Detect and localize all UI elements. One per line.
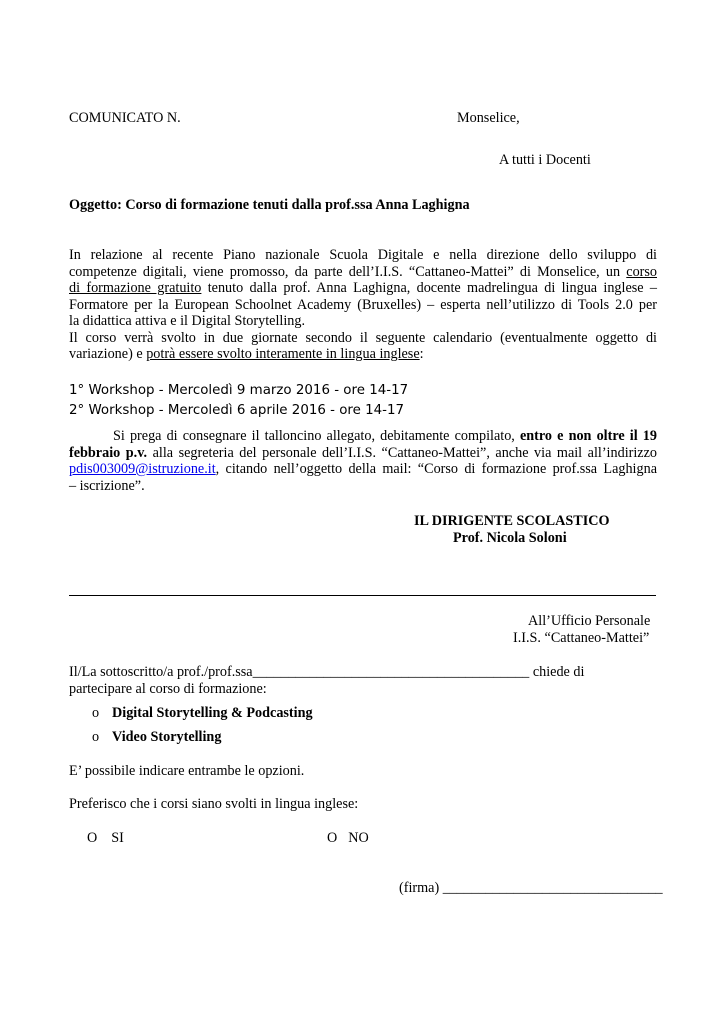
form-intro-line — [69, 664, 584, 681]
firma-label: (firma) — [399, 880, 440, 896]
option-digital-storytelling-label: Digital Storytelling & Podcasting — [112, 705, 313, 721]
form-recipient-1: All’Ufficio Personale — [528, 613, 651, 629]
choice-no-label: NO — [348, 830, 369, 846]
choice-yes-label: SI — [111, 830, 124, 846]
firma-input[interactable]: _______________________________ — [442, 880, 663, 896]
option-checkbox-icon[interactable]: o — [92, 729, 100, 745]
request-line-2-text: alla segreteria del personale dell’I.I.S. “Cattaneo-Mattei”, anche via mail all’indirizzo — [147, 444, 657, 461]
body-line-5: la didattica attiva e il Digital Storytelling. — [69, 313, 306, 329]
separator-line — [69, 595, 656, 596]
choice-yes[interactable] — [87, 830, 124, 847]
form-intro-line-2: partecipare al corso di formazione: — [69, 681, 267, 697]
teacher-name-field[interactable]: _______________________________________ — [252, 664, 530, 680]
option-digital-storytelling[interactable] — [92, 705, 313, 722]
signature-field-line — [399, 880, 663, 897]
body-line-7-colon: : — [419, 346, 424, 362]
body-line-2-text: competenze digitali, viene promosso, da parte dell’I.I.S. “Cattaneo-Mattei” di Monselice, un — [69, 263, 627, 280]
request-line-3 — [69, 461, 657, 478]
subject-line: Oggetto: Corso di formazione tenuti dalla prof.ssa Anna Laghigna — [69, 197, 470, 213]
body-line-7 — [69, 346, 657, 363]
choice-yes-circle-icon[interactable]: O — [87, 830, 98, 846]
form-intro-text-end: chiede di — [529, 664, 585, 680]
workshop-2: 2° Workshop - Mercoledì 6 aprile 2016 - ore 14-17 — [69, 403, 405, 418]
form-note: E’ possibile indicare entrambe le opzioni. — [69, 763, 305, 779]
form-recipient-2: I.I.S. “Cattaneo-Mattei” — [513, 630, 650, 646]
body-line-2 — [69, 264, 657, 281]
comunicato-label: COMUNICATO N. — [69, 110, 181, 126]
request-line-1 — [69, 428, 657, 445]
email-link[interactable]: pdis003009@istruzione.it — [69, 461, 216, 477]
body-line-3-text: tenuto dalla prof. Anna Laghigna, docente madrelingua di lingua inglese – — [201, 280, 657, 296]
workshop-1: 1° Workshop - Mercoledì 9 marzo 2016 - ore 14-17 — [69, 383, 409, 398]
recipients-label: A tutti i Docenti — [499, 152, 591, 168]
english-option-underlined: potrà essere svolto interamente in lingua inglese — [146, 346, 420, 362]
request-line-4: – iscrizione”. — [69, 477, 145, 494]
option-checkbox-icon[interactable]: o — [92, 705, 100, 721]
body-line-4: Formatore per la European Schoolnet Academy (Bruxelles) – esperta nell’utilizzo di Tools 2.0 per — [69, 296, 657, 313]
body-line-6: Il corso verrà svolto in due giornate secondo il seguente calendario (eventualmente oggetto di — [69, 329, 657, 346]
body-line-3 — [69, 280, 657, 297]
choice-no-circle-icon[interactable]: O — [327, 830, 338, 846]
body-paragraph — [69, 247, 657, 363]
form-intro-text: Il/La sottoscritto/a prof./prof.ssa — [69, 664, 253, 680]
form-preference: Preferisco che i corsi siano svolti in lingua inglese: — [69, 796, 359, 812]
option-video-storytelling-label: Video Storytelling — [112, 729, 222, 745]
choice-no[interactable] — [327, 830, 369, 847]
signature-name: Prof. Nicola Soloni — [453, 530, 567, 546]
body-line-7-text: variazione) e — [69, 346, 147, 362]
body-line-1: In relazione al recente Piano nazionale Scuola Digitale e nella direzione dello sviluppo di — [69, 247, 657, 263]
request-line-3-text: , citando nell’oggetto della mail: “Corso di formazione prof.ssa Laghigna — [215, 461, 657, 477]
signature-role: IL DIRIGENTE SCOLASTICO — [414, 513, 610, 529]
request-line-2 — [69, 445, 657, 462]
request-paragraph — [69, 428, 657, 494]
option-video-storytelling[interactable] — [92, 729, 221, 746]
request-line-1-text: Si prega di consegnare il talloncino allegato, debitamente compilato, — [113, 428, 520, 444]
deadline-bold-1: entro e non oltre il 19 — [519, 428, 657, 444]
course-free-underlined-1: corso — [626, 263, 657, 280]
deadline-bold-2: febbraio p.v. — [69, 444, 148, 461]
place-label: Monselice, — [457, 110, 520, 126]
course-free-underlined-2: di formazione gratuito — [69, 280, 202, 296]
